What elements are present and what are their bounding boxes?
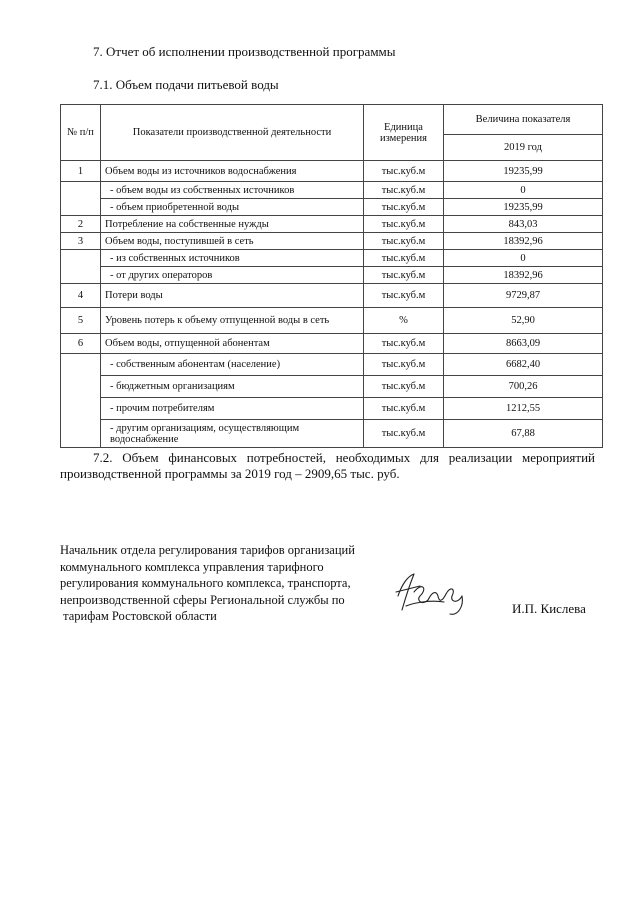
row-value: 843,03: [444, 216, 603, 233]
row-value: 19235,99: [444, 199, 603, 216]
row-value: 1212,55: [444, 398, 603, 420]
row-value: 18392,96: [444, 233, 603, 250]
table-row: [61, 233, 603, 250]
header-unit: Единица измерения: [364, 105, 444, 161]
row-value: 9729,87: [444, 284, 603, 308]
row-num-merged: [61, 182, 101, 216]
table-row: [61, 334, 603, 354]
table-row: [61, 398, 603, 420]
position-line: регулирования коммунального комплекса, транспорта,: [60, 576, 351, 590]
row-num: 2: [61, 216, 101, 233]
position-line: тарифам Ростовской области: [60, 609, 217, 623]
header-num: № п/п: [61, 105, 101, 161]
row-unit: тыс.куб.м: [364, 398, 444, 420]
table-row: [61, 199, 603, 216]
row-name: Потери воды: [101, 284, 364, 308]
row-name: - другим организациям, осуществляющим водоснабжение: [101, 420, 364, 448]
row-unit: тыс.куб.м: [364, 216, 444, 233]
table-row: [61, 284, 603, 308]
financial-note: 7.2. Объем финансовых потребностей, необходимых для реализации мероприятий производственной программы за 2019 год – 2909,65 тыс. руб.: [60, 450, 595, 481]
table-row: [61, 267, 603, 284]
table-row: [61, 420, 603, 448]
row-unit: тыс.куб.м: [364, 182, 444, 199]
row-unit: %: [364, 308, 444, 334]
row-name: Объем воды, отпущенной абонентам: [101, 334, 364, 354]
row-num: 6: [61, 334, 101, 354]
header-value: Величина показателя: [444, 105, 603, 135]
row-value: 67,88: [444, 420, 603, 448]
row-unit: тыс.куб.м: [364, 284, 444, 308]
signatory-name: И.П. Кислева: [512, 601, 586, 616]
row-value: 52,90: [444, 308, 603, 334]
row-name: - прочим потребителям: [101, 398, 364, 420]
row-unit: тыс.куб.м: [364, 199, 444, 216]
position-line: Начальник отдела регулирования тарифов организаций: [60, 543, 355, 557]
row-unit: тыс.куб.м: [364, 233, 444, 250]
table-row: [61, 182, 603, 199]
row-name: - бюджетным организациям: [101, 376, 364, 398]
row-name: - из собственных источников: [101, 250, 364, 267]
row-unit: тыс.куб.м: [364, 250, 444, 267]
table-row: [61, 376, 603, 398]
handwritten-signature: [392, 566, 470, 620]
row-num-merged: [61, 250, 101, 284]
row-value: 6682,40: [444, 354, 603, 376]
header-year: 2019 год: [444, 135, 603, 161]
table-row: [61, 250, 603, 267]
row-name: Объем воды из источников водоснабжения: [101, 161, 364, 182]
row-name: Уровень потерь к объему отпущенной воды в сеть: [101, 308, 364, 334]
row-num: 3: [61, 233, 101, 250]
row-name: - от других операторов: [101, 267, 364, 284]
position-line: коммунального комплекса управления тарифного: [60, 559, 324, 574]
header-indicator: Показатели производственной деятельности: [101, 105, 364, 161]
table-row: [61, 308, 603, 334]
row-name: Объем воды, поступившей в сеть: [101, 233, 364, 250]
water-supply-table: [60, 104, 603, 448]
row-value: 18392,96: [444, 267, 603, 284]
position-line: непроизводственной сферы Региональной службы по: [60, 592, 345, 607]
row-value: 700,26: [444, 376, 603, 398]
row-unit: тыс.куб.м: [364, 354, 444, 376]
subsection-title: 7.1. Объем подачи питьевой воды: [93, 77, 279, 92]
row-unit: тыс.куб.м: [364, 376, 444, 398]
row-value: 8663,09: [444, 334, 603, 354]
row-num: 5: [61, 308, 101, 334]
signatory-position: [60, 542, 380, 625]
table-row: [61, 161, 603, 182]
row-num-merged: [61, 354, 101, 448]
row-name: Потребление на собственные нужды: [101, 216, 364, 233]
row-unit: тыс.куб.м: [364, 420, 444, 448]
row-name: - объем приобретенной воды: [101, 199, 364, 216]
row-value: 0: [444, 182, 603, 199]
section-title: 7. Отчет об исполнении производственной программы: [93, 44, 396, 59]
row-num: 1: [61, 161, 101, 182]
row-value: 19235,99: [444, 161, 603, 182]
table-row: [61, 354, 603, 376]
row-name: - объем воды из собственных источников: [101, 182, 364, 199]
row-value: 0: [444, 250, 603, 267]
row-unit: тыс.куб.м: [364, 334, 444, 354]
table-row: [61, 216, 603, 233]
row-name: - собственным абонентам (население): [101, 354, 364, 376]
row-unit: тыс.куб.м: [364, 267, 444, 284]
row-num: 4: [61, 284, 101, 308]
row-unit: тыс.куб.м: [364, 161, 444, 182]
